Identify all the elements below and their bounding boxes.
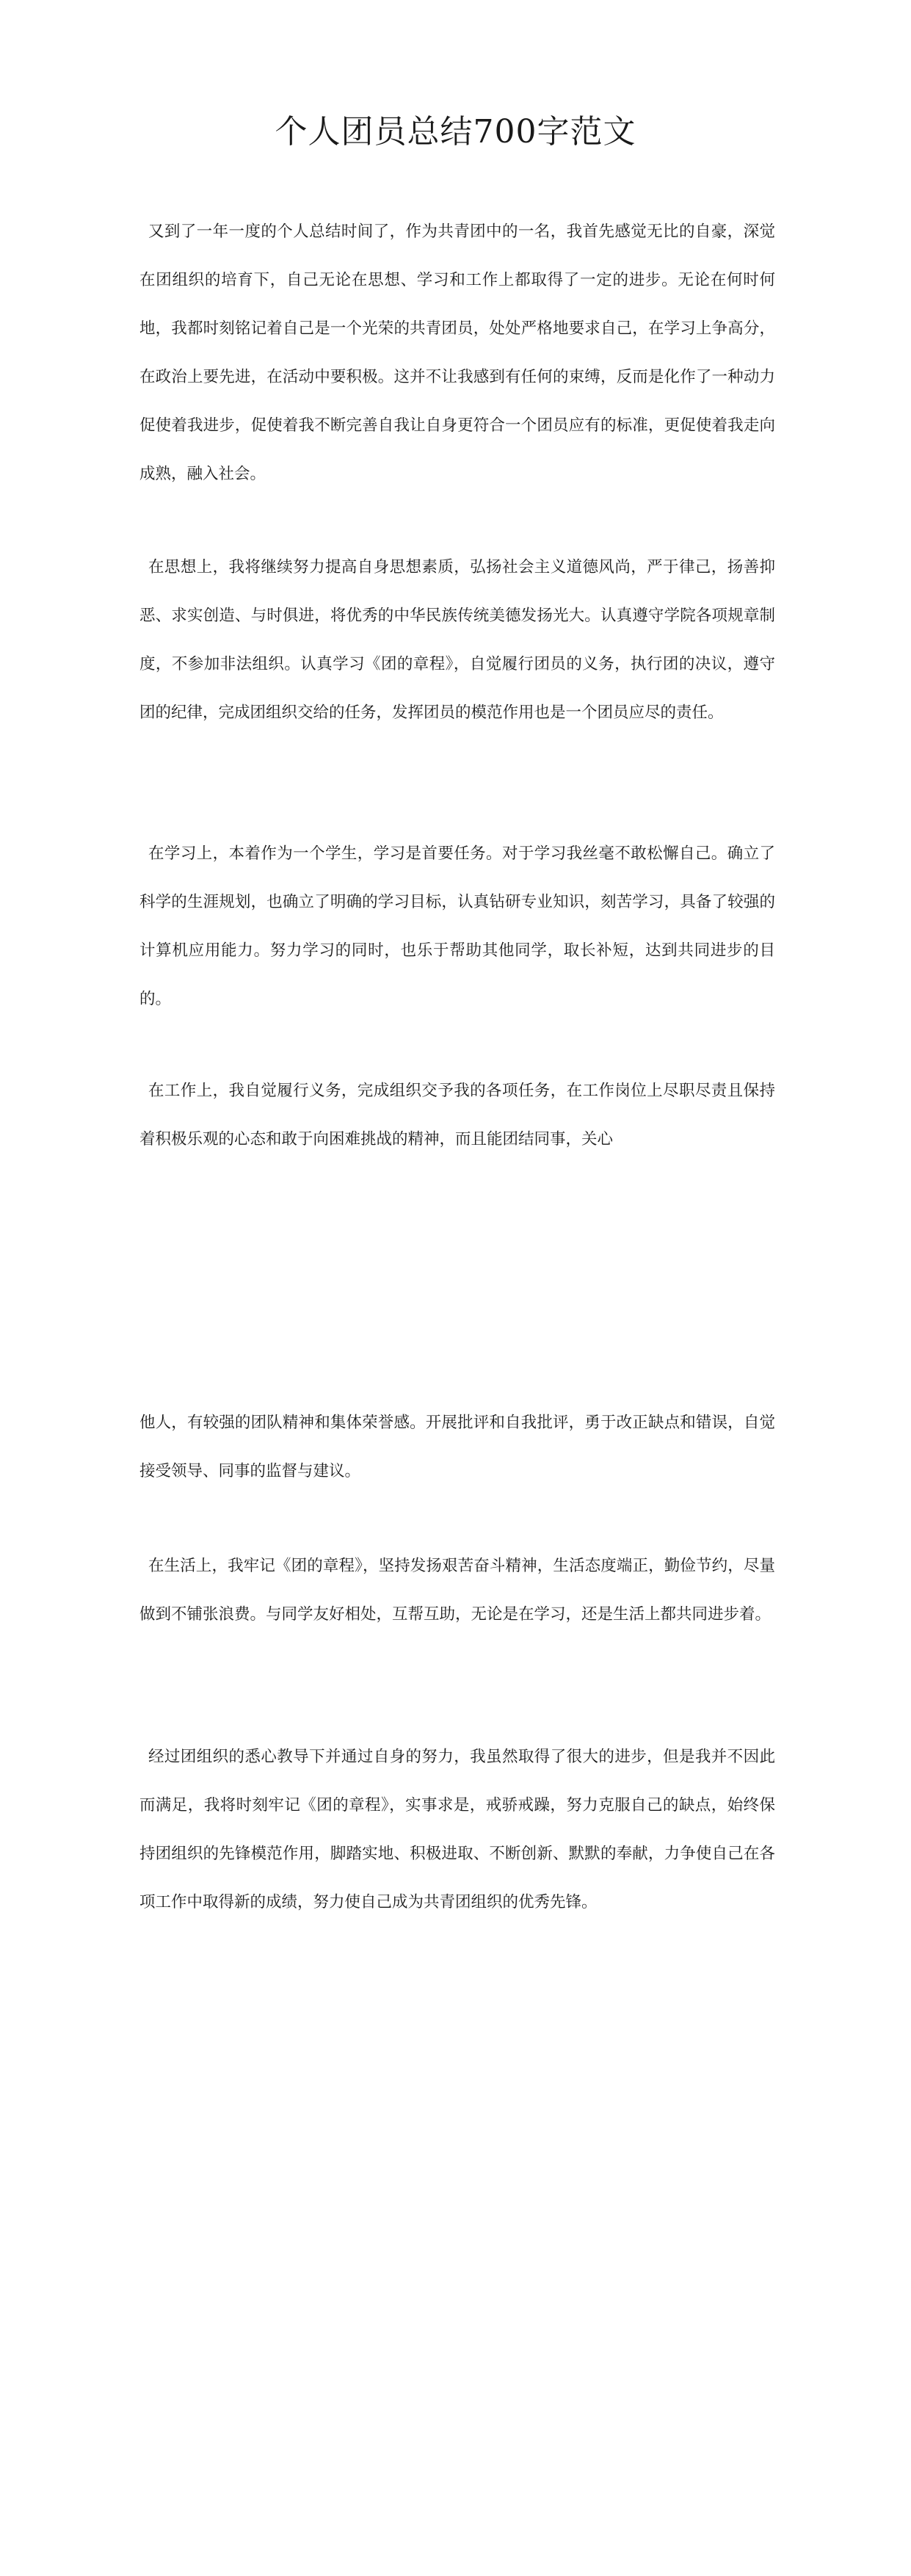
paragraph-work-continued: 他人，有较强的团队精神和集体荣誉感。开展批评和自我批评，勇于改正缺点和错误，自觉接受领导、同事的监督与建议。	[139, 1414, 775, 1480]
paragraph-thought: 在思想上，我将继续努力提高自身思想素质，弘扬社会主义道德风尚，严于律己，扬善抑恶、求实创造、与时俱进，将优秀的中华民族传统美德发扬光大。认真遵守学院各项规章制度，不参加非法组织。认真学习《团的章程》，自觉履行团员的义务，执行团的决议，遵守团的纪律，完成团组织交给的任务，发挥团员的模范作用也是一个团员应尽的责任。	[139, 558, 775, 722]
paragraph-study: 在学习上，本着作为一个学生，学习是首要任务。对于学习我丝毫不敢松懈自己。确立了科学的生涯规划，也确立了明确的学习目标，认真钻研专业知识，刻苦学习，具备了较强的计算机应用能力。努力学习的同时，也乐于帮助其他同学，取长补短，达到共同进步的目的。	[139, 844, 775, 1008]
document-title: 个人团员总结700字范文	[275, 113, 636, 151]
paragraph-conclusion: 经过团组织的悉心教导下并通过自身的努力，我虽然取得了很大的进步，但是我并不因此而满足，我将时刻牢记《团的章程》，实事求是，戒骄戒躁，努力克服自己的缺点，始终保持团组织的先锋模范作用，脚踏实地、积极进取、不断创新、默默的奉献，力争使自己在各项工作中取得新的成绩，努力使自己成为共青团组织的优秀先锋。	[139, 1748, 775, 1911]
paragraph-intro: 又到了一年一度的个人总结时间了，作为共青团中的一名，我首先感觉无比的自豪，深觉在团组织的培育下，自己无论在思想、学习和工作上都取得了一定的进步。无论在何时何地，我都时刻铭记着自己是一个光荣的共青团员，处处严格地要求自己，在学习上争高分，在政治上要先进，在活动中要积极。这并不让我感到有任何的束缚，反而是化作了一种动力促使着我进步，促使着我不断完善自我让自身更符合一个团员应有的标准，更促使着我走向成熟，融入社会。	[139, 222, 775, 483]
paragraph-life: 在生活上，我牢记《团的章程》，坚持发扬艰苦奋斗精神，生活态度端正，勤俭节约，尽量做到不铺张浪费。与同学友好相处，互帮互助，无论是在学习，还是生活上都共同进步着。	[139, 1557, 775, 1624]
paragraph-work: 在工作上，我自觉履行义务，完成组织交予我的各项任务，在工作岗位上尽职尽责且保持着积极乐观的心态和敢于向困难挑战的精神，而且能团结同事，关心	[139, 1082, 775, 1148]
